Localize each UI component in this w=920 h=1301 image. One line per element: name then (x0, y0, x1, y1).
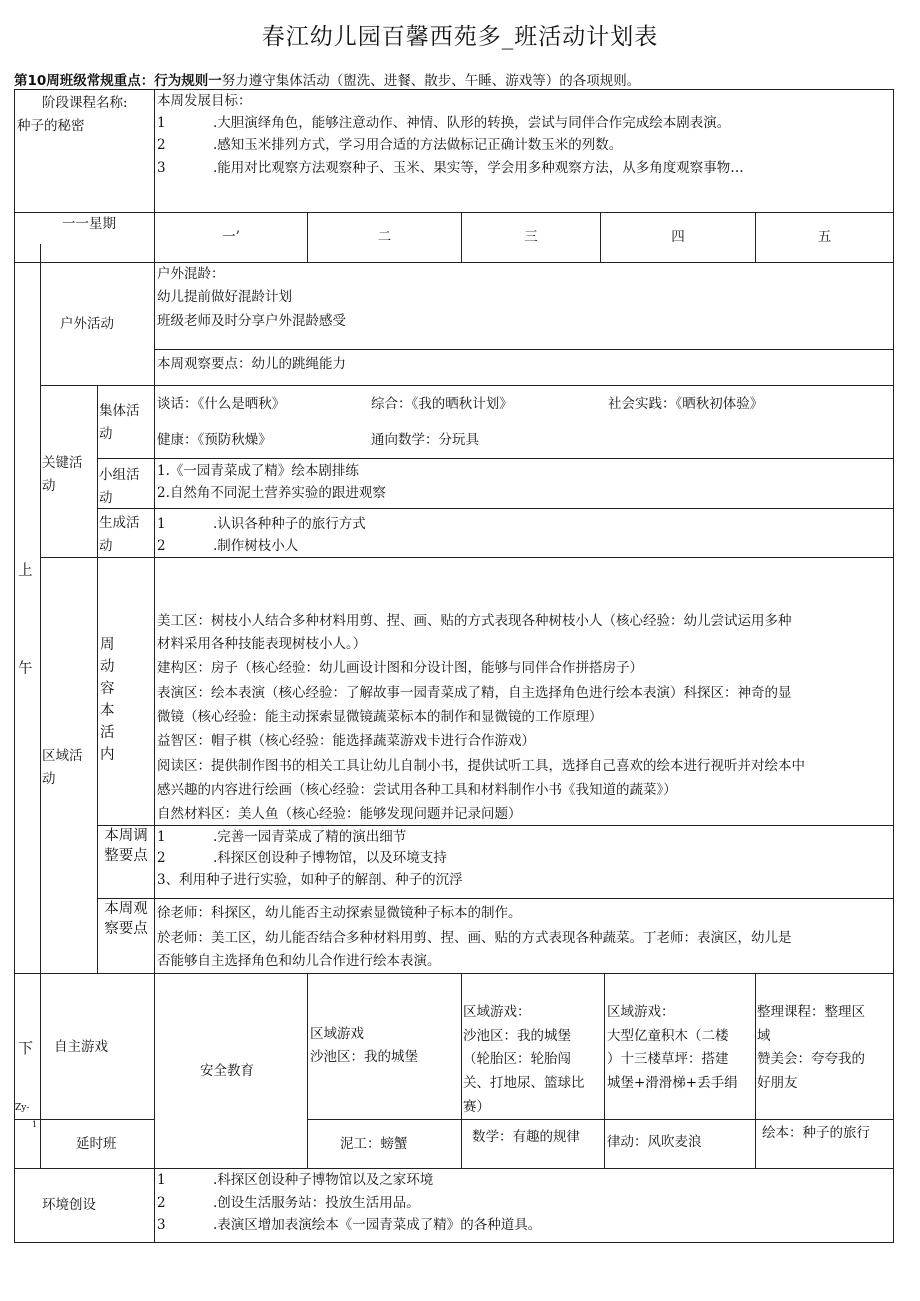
goal-number: 2 (157, 137, 166, 153)
item-text: .制作树枝小人 (213, 538, 299, 554)
item-number: 1 (157, 829, 166, 845)
item-text: 3、利用种子进行实验，如种子的解剖、种子的沉浮 (157, 872, 463, 888)
day-header: 一’ (222, 229, 240, 245)
late-class-wed: 数学：有趣的规律 (472, 1129, 580, 1145)
group-activity-item: 社会实践：《晒秋初体验》 (608, 396, 764, 412)
adjust-points-label: 本周调整要点 (104, 828, 148, 864)
item-number: 3 (157, 1217, 166, 1233)
group-activity-item: 谈话：《什么是晒秋》 (157, 396, 286, 412)
item-text: .科探区创设种子博物馆，以及环境支持 (213, 850, 447, 866)
weekly-focus-label: 第10周班级常规重点：行为规则一 (14, 73, 222, 89)
weekly-focus-text: 努力遵守集体活动（盥洗、进餐、散步、午睡、游戏等）的各项规则。 (221, 73, 641, 89)
area-content-line: 阅读区：提供制作图书的相关工具让幼儿自制小书，提供试听工具，选择自己喜欢的绘本进行视听并对绘本中 (157, 758, 805, 774)
observe-line: 徐老师：科探区，幼儿能否主动探索显微镜种子标本的制作。 (157, 905, 522, 921)
outdoor-line: 幼儿提前做好混龄计划 (157, 289, 292, 305)
free-play-wed-line: （轮胎区：轮胎闯 (463, 1051, 571, 1067)
free-play-fri-line: 好朋友 (757, 1075, 798, 1091)
area-content-line: 自然材料区：美人鱼（核心经验：能够发现问题并记录问题） (157, 806, 522, 822)
outdoor-line: 班级老师及时分享户外混龄感受 (157, 313, 346, 329)
morning-label-bottom: 午 (18, 661, 33, 677)
goal-text: .感知玉米排列方式，学习用合适的方法做标记正确计数玉米的列数。 (213, 137, 623, 153)
goals-title: 本周发展目标： (157, 93, 252, 109)
afternoon-label: 下 (18, 1039, 34, 1057)
area-activities-label: 区域活动 (42, 748, 83, 787)
adjust-item (157, 826, 406, 849)
free-play-wed-line: 沙池区：我的城堡 (463, 1028, 571, 1044)
page-title: 春江幼儿园百馨西苑多_班活动计划表 (261, 24, 659, 50)
generated-activity-label: 生成活动 (99, 515, 140, 554)
area-content-line: 建构区：房子（核心经验：幼儿画设计图和分设计图，能够与同伴合作拼搭房子） (157, 660, 643, 676)
free-play-label: 自主游戏 (54, 1039, 108, 1055)
environment-item (157, 1214, 541, 1237)
area-content-line: 表演区：绘本表演（核心经验：了解故事一园青菜成了精，自主选择角色进行绘本表演）科探区：神奇的显 (157, 685, 792, 701)
observe-points-label: 本周观察要点 (104, 901, 148, 937)
goal-number: 3 (157, 160, 166, 176)
area-content-line: 美工区：树枝小人结合多种材料用剪、捏、画、贴的方式表现各种树枝小人（核心经验：幼儿尝试运用多种 (157, 613, 792, 629)
outdoor-line: 户外混龄： (157, 266, 225, 282)
weekly-focus (14, 69, 640, 89)
item-number: 1 (157, 1172, 166, 1188)
observe-line: 於老师：美工区，幼儿能否结合多种材料用剪、捏、画、贴的方式表现各种蔬菜。丁老师：表演区，幼儿是 (157, 930, 792, 946)
free-play-mon: 安全教育 (200, 1063, 254, 1079)
outdoor-label: 户外活动 (60, 316, 114, 332)
item-text: .完善一园青菜成了精的演出细节 (213, 829, 407, 845)
area-content-line: 益智区：帽子棋（核心经验：能选择蔬菜游戏卡进行合作游戏） (157, 733, 535, 749)
small-group-label: 小组活动 (99, 467, 140, 506)
small-group-item: 1.《一园青菜成了精》绘本剧排练 (157, 463, 359, 479)
group-activity-item: 健康：《预防秋燥》 (157, 432, 272, 448)
environment-item (157, 1192, 420, 1215)
goal-text: .能用对比观察方法观察种子、玉米、果实等，学会用多种观察方法，从多角度观察事物… (213, 160, 744, 176)
adjust-item (157, 869, 463, 892)
week-label: 一一星期 (62, 216, 116, 232)
goal-item (157, 157, 744, 180)
goal-text: .大胆演绎角色，能够注意动作、神情、队形的转换，尝试与同伴合作完成绘本剧表演。 (213, 115, 731, 131)
free-play-wed-line: 区域游戏： (463, 1004, 531, 1020)
group-activity-label: 集体活动 (99, 403, 140, 442)
key-activities-label: 关键活动 (42, 455, 83, 494)
observe-line: 否能够自主选择角色和幼儿合作进行绘本表演。 (157, 953, 441, 969)
late-class-tue: 泥工：螃蟹 (340, 1136, 408, 1152)
late-class-thu: 律动：风吹麦浪 (607, 1134, 702, 1150)
goal-item (157, 134, 622, 157)
group-activity-item: 通向数学：分玩具 (371, 432, 479, 448)
day-header: 五 (817, 229, 832, 245)
goal-item (157, 112, 730, 135)
stage-label: 阶段课程名称: (42, 95, 128, 111)
item-text: .表演区增加表演绘本《一园青菜成了精》的各种道具。 (213, 1217, 542, 1233)
item-number: 1 (157, 516, 166, 532)
item-number: 2 (157, 538, 166, 554)
free-play-tue-line: 区域游戏 (310, 1026, 364, 1042)
free-play-thu-line: ）十三楼草坪：搭建 (607, 1051, 729, 1067)
late-class-fri: 绘本：种子的旅行 (762, 1125, 870, 1141)
free-play-thu-line: 城堡+滑滑梯+丢手绢 (607, 1075, 738, 1091)
outdoor-observe: 本周观察要点：幼儿的跳绳能力 (157, 356, 346, 372)
free-play-fri-line: 整理课程：整理区 (757, 1004, 865, 1020)
day-header: 二 (377, 229, 392, 245)
environment-item (157, 1169, 433, 1192)
day-header: 四 (671, 229, 685, 245)
afternoon-mark: 1 (32, 1120, 38, 1129)
afternoon-mark: Zy- (15, 1103, 30, 1113)
free-play-fri-line: 赞美会：夸夸我的 (757, 1051, 865, 1067)
free-play-fri-line: 域 (757, 1028, 771, 1044)
item-text: .认识各种种子的旅行方式 (213, 516, 366, 532)
morning-label-top: 上 (18, 563, 33, 579)
free-play-tue-line: 沙池区：我的城堡 (310, 1049, 418, 1065)
item-number: 2 (157, 850, 166, 866)
item-text: .创设生活服务站：投放生活用品。 (213, 1195, 420, 1211)
generated-activity-item (157, 513, 366, 536)
goal-number: 1 (157, 115, 166, 131)
item-number: 2 (157, 1195, 166, 1211)
day-header: 三 (524, 229, 538, 245)
group-activity-item: 综合：《我的晒秋计划》 (371, 396, 513, 412)
area-content-line: 微镜（核心经验：能主动探索显微镜蔬菜标本的制作和显微镜的工作原理） (157, 709, 603, 725)
free-play-thu-line: 大型亿童积木（二楼 (607, 1028, 729, 1044)
free-play-thu-line: 区域游戏： (607, 1004, 675, 1020)
area-content-line: 材料采用各种技能表现树枝小人。） (157, 636, 367, 652)
week-content-label: 周动容本活内 (100, 637, 115, 763)
environment-label: 环境创设 (42, 1197, 96, 1213)
generated-activity-item (157, 535, 298, 558)
item-text: .科探区创设种子博物馆以及之家环境 (213, 1172, 434, 1188)
free-play-wed-line: 关、打地尿、篮球比 (463, 1075, 585, 1091)
stage-name: 种子的秘密 (17, 118, 85, 134)
area-content-line: 感兴趣的内容进行绘画（核心经验：尝试用各种工具和材料制作小书《我知道的蔬菜》） (157, 782, 677, 798)
late-class-label: 延时班 (76, 1136, 117, 1152)
adjust-item (157, 847, 447, 870)
small-group-item: 2.自然角不同泥土营养实验的跟进观察 (157, 485, 386, 501)
free-play-wed-line: 赛） (463, 1099, 490, 1115)
